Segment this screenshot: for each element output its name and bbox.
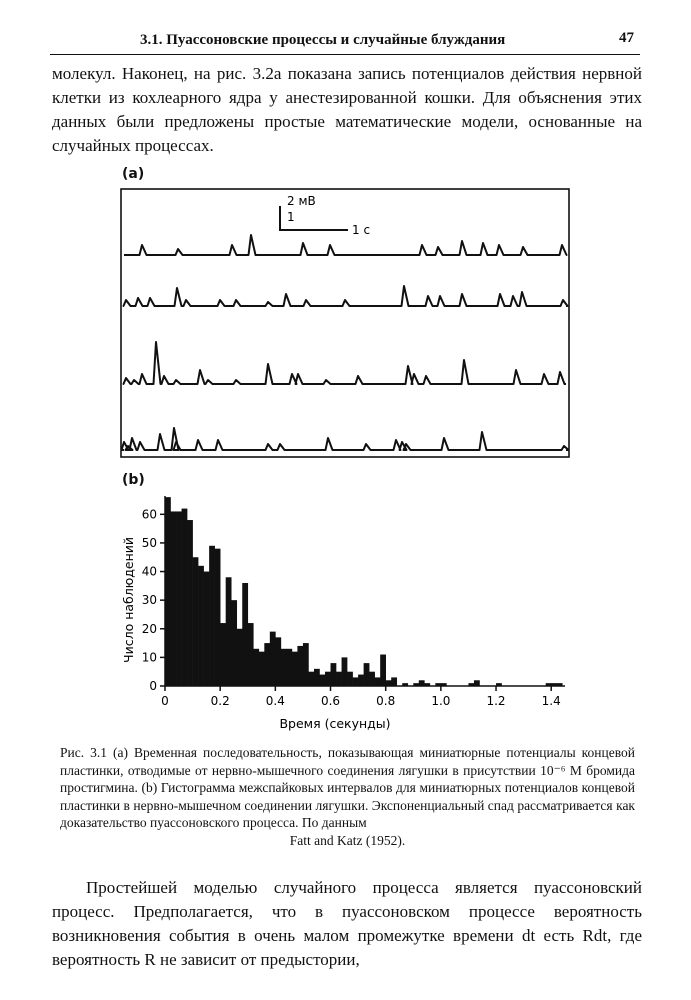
x-tick-label: 1.4	[541, 694, 561, 708]
page-number: 47	[619, 30, 634, 46]
histogram-bar	[253, 649, 259, 686]
histogram-bar	[231, 600, 237, 686]
histogram-bar	[248, 623, 254, 686]
histogram-bar	[193, 557, 199, 686]
histogram-bar	[358, 675, 364, 686]
panel-b-label: (b)	[122, 472, 145, 488]
x-tick-label: 0	[161, 694, 169, 708]
spike-traces-figure	[120, 188, 570, 458]
histogram-bar	[375, 677, 381, 686]
scale-amplitude-label: 2 мВ	[287, 194, 316, 208]
histogram-y-label: Число наблюдений	[121, 537, 136, 663]
histogram-bar	[270, 632, 276, 686]
histogram-bar	[176, 511, 182, 686]
histogram-bar	[353, 677, 359, 686]
caption-authors: Fatt and Katz (1952).	[289, 832, 406, 848]
histogram-bar	[286, 649, 292, 686]
running-title: 3.1. Пуассоновские процессы и случайные блуждания	[140, 32, 506, 48]
spike-trace	[124, 286, 568, 306]
histogram-bar	[171, 511, 177, 686]
histogram-x-label: Время (секунды)	[279, 716, 391, 731]
interval-histogram	[115, 490, 585, 735]
histogram-bar	[369, 672, 375, 686]
y-tick-label: 60	[141, 507, 157, 522]
histogram-bar	[474, 680, 480, 686]
body-paragraph-text: Простейшей моделью случайного процесса является пуассоновский процесс. Предполагается, что в пуассоновском процессе вероятность возникновения события в очень малом промежутке времени dt есть Rdt, где вероятность R не зависит от предыстории,	[52, 878, 642, 969]
histogram-bars	[165, 497, 563, 686]
histogram-bar	[259, 652, 265, 686]
histogram-bar	[204, 572, 210, 686]
x-tick-label: 0.4	[265, 694, 285, 708]
histogram-bar	[215, 549, 221, 686]
x-tick-label: 0.2	[210, 694, 230, 708]
y-tick-label: 0	[149, 679, 157, 693]
histogram-bar	[281, 649, 287, 686]
histogram-bar	[187, 520, 193, 686]
histogram-bar	[275, 637, 281, 686]
histogram-bar	[419, 680, 425, 686]
histogram-bar	[182, 509, 188, 686]
spike-trace	[122, 428, 569, 450]
running-header	[50, 28, 640, 55]
histogram-bar	[342, 657, 348, 686]
x-tick-label: 1.0	[431, 694, 451, 708]
histogram-bar	[226, 577, 232, 686]
caption-text: Рис. 3.1 (a) Временная последовательность, показывающая миниатюрные потенциалы концевой пластинки, отводимые от нервно-мышечного соединения лягушки в присутствии 10⁻⁶ М бромида простигмина. (b) Гистограмма межспайковых интервалов для миниатюрных потенциалов концевой пластинки в нервно-мышечном соединении лягушки. Экспоненциальный спад рассматривается как доказательство пуассоновского процесса. По данным	[60, 745, 635, 830]
histogram-bar	[292, 652, 298, 686]
histogram-bar	[331, 663, 337, 686]
scale-time-label: 1 с	[352, 223, 371, 237]
spike-trace	[124, 235, 567, 255]
y-tick-label: 50	[141, 535, 157, 550]
y-tick-label: 20	[141, 621, 157, 636]
histogram-bar	[325, 672, 331, 686]
histogram-bar	[198, 566, 204, 686]
histogram-bar	[391, 677, 397, 686]
histogram-bar	[386, 680, 392, 686]
histogram-bar	[319, 675, 325, 686]
y-tick-label: 30	[141, 593, 157, 608]
histogram-bar	[297, 646, 303, 686]
histogram-bar	[336, 672, 342, 686]
body-paragraph	[52, 876, 642, 972]
figure-caption	[60, 744, 635, 849]
histogram-bar	[242, 583, 248, 686]
histogram-bar	[308, 672, 314, 686]
intro-paragraph: молекул. Наконец, на рис. 3.2а показана запись потенциалов действия нервной клетки из кохлеарного ядра у анестезированной кошки. Для объяснения этих данных были предложены простые математические модели, основанные на случайных процессах.	[52, 64, 642, 155]
histogram-bar	[209, 546, 215, 686]
histogram-bar	[237, 629, 243, 686]
spike-traces	[122, 235, 569, 450]
spike-trace	[124, 342, 567, 384]
x-tick-label: 0.6	[320, 694, 341, 708]
histogram-bar	[380, 655, 386, 686]
histogram-bar	[303, 643, 309, 686]
x-tick-label: 0.8	[376, 694, 396, 708]
histogram-bar	[165, 497, 171, 686]
histogram-bar	[314, 669, 320, 686]
y-tick-label: 10	[141, 650, 157, 665]
scale-secondary-label: 1	[287, 210, 295, 224]
histogram-bar	[347, 672, 353, 686]
histogram-bar	[220, 623, 226, 686]
histogram-bar	[264, 643, 270, 686]
histogram-bar	[364, 663, 370, 686]
panel-a-label: (a)	[122, 166, 145, 182]
y-tick-label: 40	[141, 564, 157, 579]
x-tick-label: 1.2	[486, 694, 506, 708]
